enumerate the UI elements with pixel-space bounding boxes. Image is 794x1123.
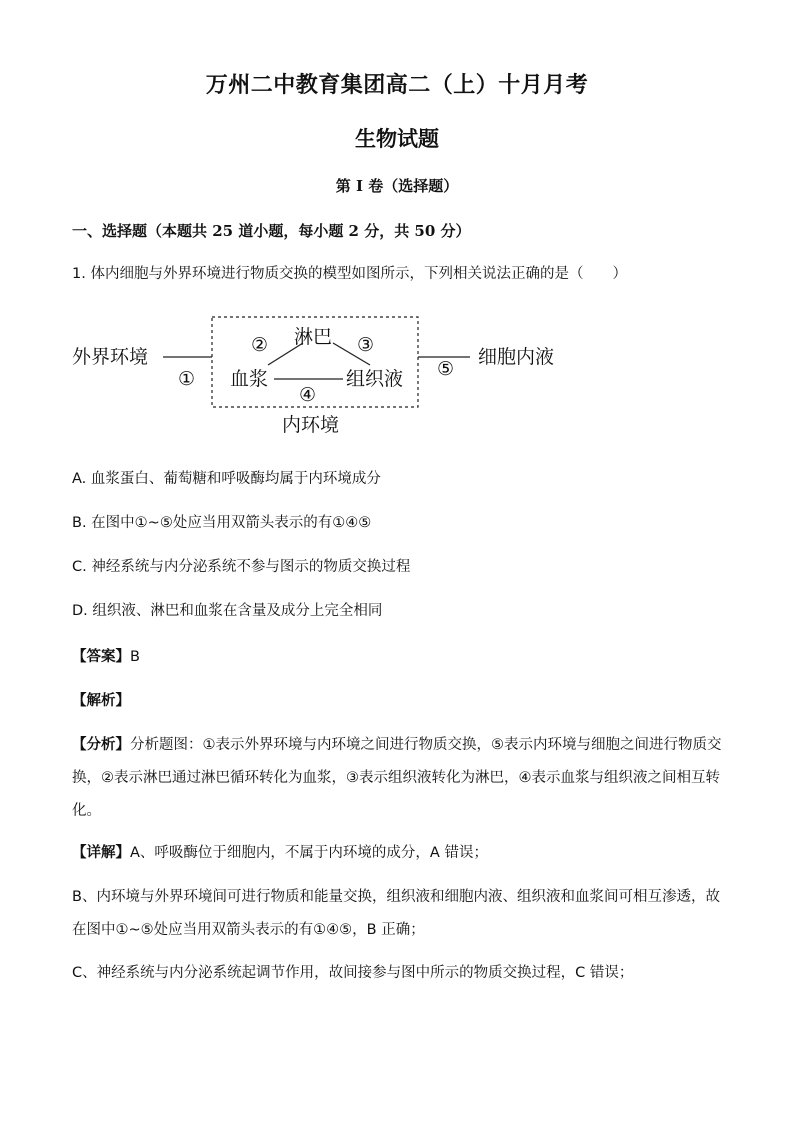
internal-env-label: 内环境	[282, 414, 340, 436]
part-title: 第 I 卷（选择题）	[335, 177, 459, 195]
question-stem: 1. 体内细胞与外界环境进行物质交换的模型如图所示，下列相关说法正确的是（ ）	[72, 266, 627, 282]
fenxi-label: 【分析】	[72, 737, 130, 753]
xiangjie-label: 【详解】	[72, 845, 130, 861]
intracellular-label: 细胞内液	[478, 346, 555, 368]
option-a: A. 血浆蛋白、葡萄糖和呼吸酶均属于内环境成分	[72, 471, 381, 487]
tissue-fluid-label: 组织液	[346, 368, 404, 390]
outer-env-label: 外界环境	[72, 346, 149, 368]
exam-title: 万州二中教育集团高二（上）十月月考	[205, 72, 589, 98]
num-1: ①	[178, 368, 196, 390]
fenxi-text: 分析题图：①表示外界环境与内环境之间进行物质交换，⑤表示内环境与细胞之间进行物质交换，②表示淋巴通过淋巴循环转化为血浆，③表示组织液转化为淋巴，④表示血浆与组织液之间相互转化。	[72, 737, 722, 819]
section-heading: 一、选择题（本题共 25 道小题，每小题 2 分，共 50 分）	[72, 222, 471, 240]
option-d: D. 组织液、淋巴和血浆在含量及成分上完全相同	[72, 603, 383, 619]
option-b: B. 在图中①~⑤处应当用双箭头表示的有①④⑤	[72, 515, 372, 531]
detail-b: B、内环境与外界环境间可进行物质和能量交换，组织液和细胞内液、组织液和血浆间可相互渗透，故在图中①~⑤处应当用双箭头表示的有①④⑤，B 正确；	[72, 889, 720, 938]
detail-c: C、神经系统与内分泌系统起调节作用，故间接参与图中所示的物质交换过程，C 错误；	[72, 965, 634, 981]
detail-a	[72, 843, 722, 863]
num-2: ②	[251, 334, 269, 356]
lymph-label: 淋巴	[294, 326, 333, 348]
option-c: C. 神经系统与内分泌系统不参与图示的物质交换过程	[72, 559, 411, 575]
subject-title: 生物试题	[355, 126, 439, 151]
answer-line	[72, 647, 722, 667]
num-3: ③	[357, 334, 375, 356]
analysis-paragraph	[72, 729, 722, 828]
num-4: ④	[299, 384, 317, 406]
answer-value: B	[130, 649, 140, 665]
internal-environment-diagram	[60, 305, 580, 445]
xiangjie-a-text: A、呼吸酶位于细胞内，不属于内环境的成分，A 错误；	[130, 845, 488, 861]
answer-label: 【答案】	[72, 649, 130, 665]
num-5: ⑤	[437, 358, 455, 380]
analysis-label: 【解析】	[72, 693, 130, 709]
plasma-label: 血浆	[230, 368, 269, 390]
